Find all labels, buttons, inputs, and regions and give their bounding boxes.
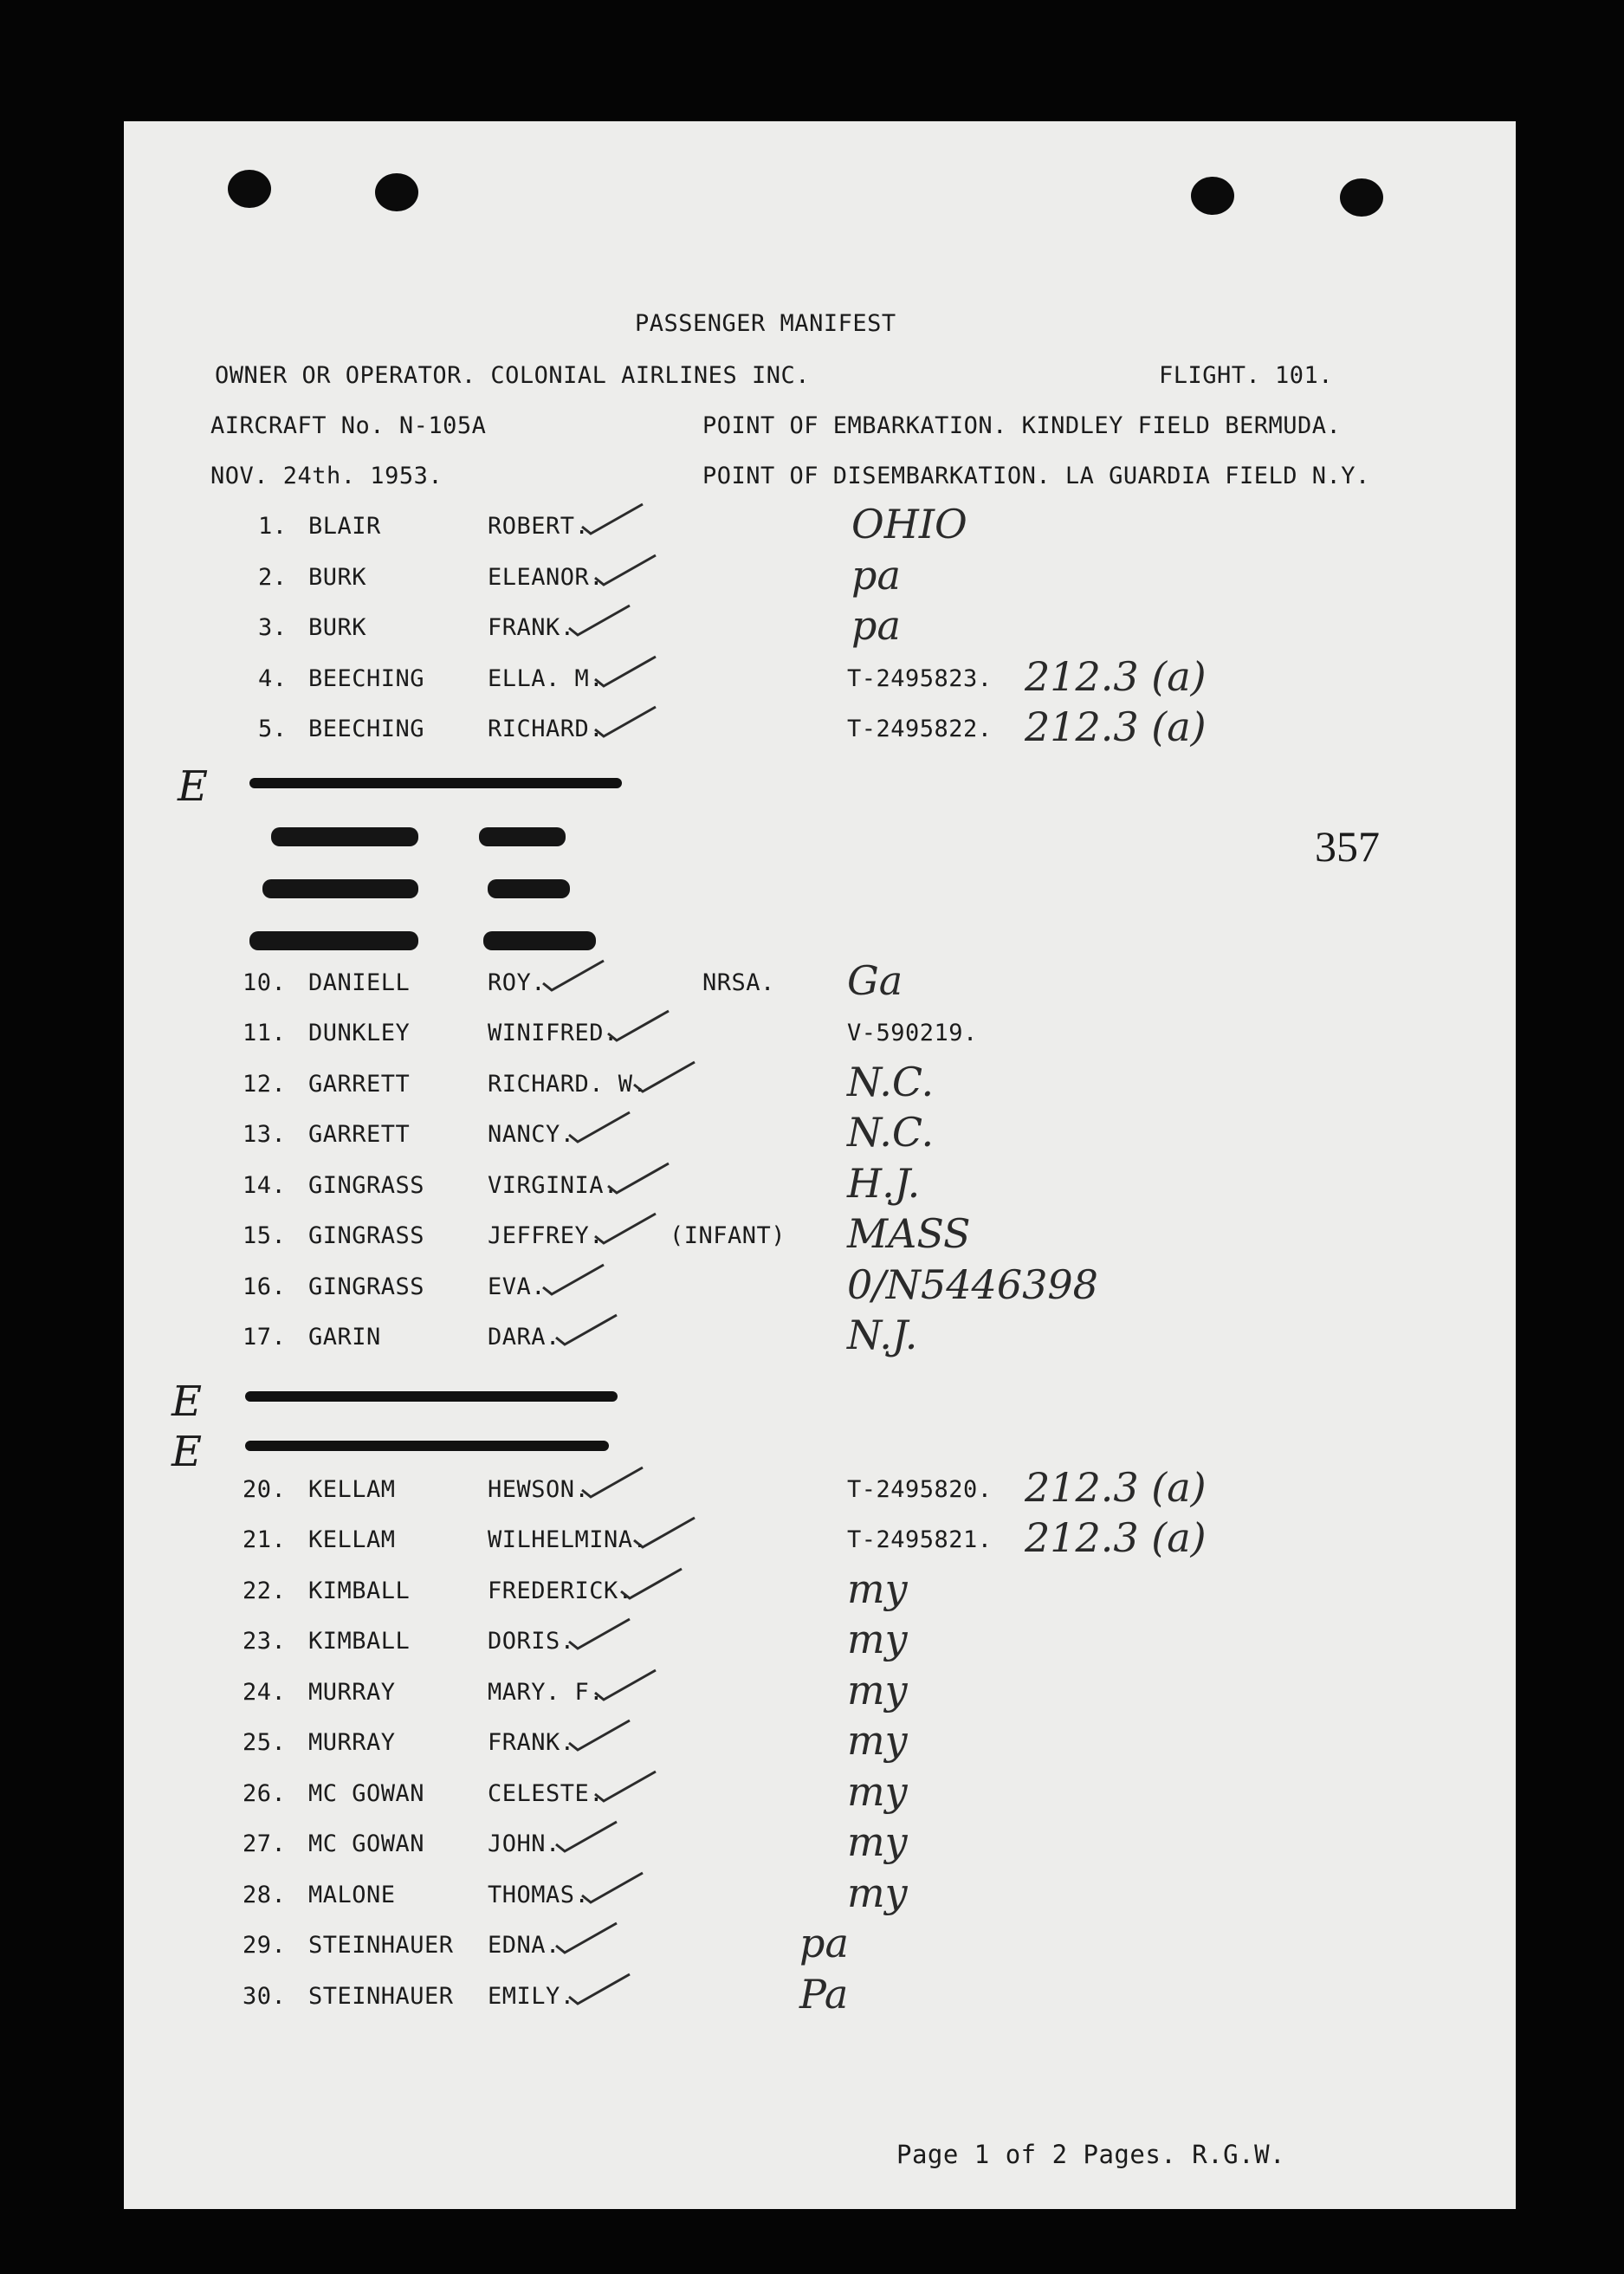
check-mark-icon (540, 957, 607, 994)
check-mark-icon (605, 1007, 672, 1044)
passenger-last-name: MALONE (308, 1881, 396, 1908)
check-mark-icon (592, 1667, 659, 1703)
passenger-first-name: ELLA. M. (488, 664, 605, 692)
passenger-first-name: RICHARD. (488, 716, 605, 742)
passenger-last-name: STEINHAUER (308, 1932, 454, 1959)
passenger-last-name: KELLAM (308, 1475, 396, 1503)
passenger-number: 29. (243, 1932, 287, 1959)
redaction-blot (483, 931, 596, 950)
punch-hole (1340, 178, 1383, 217)
handwritten-annotation: my (847, 1869, 908, 1916)
passenger-first-name: DORIS. (488, 1628, 575, 1655)
passenger-first-name: DARA. (488, 1324, 560, 1351)
passenger-last-name: GINGRASS (308, 1171, 425, 1199)
redaction-strike (245, 1441, 609, 1451)
owner-operator: OWNER OR OPERATOR. COLONIAL AIRLINES INC. (215, 362, 810, 389)
redaction-blot (271, 827, 418, 846)
passenger-number: 30. (243, 1982, 287, 2010)
check-mark-icon (553, 1312, 620, 1348)
passenger-number: 17. (243, 1324, 287, 1351)
check-mark-icon (592, 1210, 659, 1247)
passenger-last-name: BURK (308, 614, 367, 641)
handwritten-annotation: my (847, 1616, 908, 1662)
page-title: PASSENGER MANIFEST (635, 310, 896, 337)
passenger-last-name: STEINHAUER (308, 1982, 454, 2010)
handwritten-annotation: N.J. (847, 1312, 918, 1358)
passenger-number: 12. (243, 1070, 287, 1098)
handwritten-annotation: pa (851, 551, 901, 599)
passenger-last-name: BEECHING (308, 664, 425, 692)
passenger-first-name: CELESTE. (488, 1779, 605, 1807)
deletion-mark: E (171, 1428, 203, 1476)
handwritten-annotation: Ga (847, 956, 903, 1004)
passenger-number: 16. (243, 1273, 287, 1300)
passenger-first-name: THOMAS. (488, 1881, 590, 1908)
passenger-first-name: RICHARD. W. (488, 1070, 648, 1098)
handwritten-annotation: my (847, 1666, 908, 1714)
passenger-first-name: WINIFRED. (488, 1020, 618, 1046)
redaction-blot (479, 827, 566, 846)
check-mark-icon (566, 1109, 633, 1145)
passenger-note: T-2495822. (847, 716, 993, 742)
aircraft-number: AIRCRAFT No. N-105A (210, 412, 487, 439)
check-mark-icon (592, 653, 659, 690)
passenger-note: T-2495823. (847, 664, 993, 692)
punch-hole (375, 173, 418, 211)
handwritten-annotation: 212.3 (a) (1025, 1463, 1207, 1511)
check-mark-icon (566, 602, 633, 638)
handwritten-annotation: pa (851, 602, 901, 649)
point-of-embarkation: POINT OF EMBARKATION. KINDLEY FIELD BERMUDA. (702, 412, 1342, 439)
check-mark-icon (592, 552, 659, 588)
passenger-last-name: BURK (308, 563, 367, 591)
passenger-last-name: GARIN (308, 1324, 381, 1351)
passenger-number: 28. (243, 1881, 287, 1908)
passenger-last-name: KIMBALL (308, 1628, 411, 1655)
page-number: 357 (1315, 822, 1380, 871)
passenger-number: 5. (258, 716, 288, 742)
passenger-first-name: FRANK. (488, 614, 575, 641)
check-mark-icon (540, 1261, 607, 1298)
check-mark-icon (631, 1059, 698, 1095)
passenger-last-name: BLAIR (308, 513, 381, 540)
check-mark-icon (566, 1717, 633, 1753)
handwritten-annotation: my (847, 1767, 908, 1815)
passenger-first-name: EMILY. (488, 1982, 575, 2010)
passenger-number: 4. (258, 664, 288, 692)
passenger-first-name: HEWSON. (488, 1475, 590, 1503)
flight-number: FLIGHT. 101. (1159, 362, 1334, 389)
handwritten-annotation: pa (799, 1920, 849, 1966)
check-mark-icon (579, 1464, 646, 1500)
deletion-mark: E (171, 1377, 203, 1426)
passenger-first-name: JOHN. (488, 1830, 560, 1857)
passenger-last-name: MURRAY (308, 1729, 396, 1756)
passenger-note: V-590219. (847, 1020, 978, 1046)
passenger-last-name: GARRETT (308, 1070, 411, 1098)
check-mark-icon (631, 1514, 698, 1551)
handwritten-annotation: Pa (799, 1970, 849, 2018)
passenger-number: 10. (243, 969, 287, 996)
passenger-number: 27. (243, 1830, 287, 1857)
page-footer: Page 1 of 2 Pages. R.G.W. (896, 2140, 1285, 2169)
manifest-page (124, 121, 1516, 2209)
passenger-first-name: VIRGINIA. (488, 1171, 618, 1199)
passenger-number: 15. (243, 1222, 287, 1249)
passenger-number: 20. (243, 1475, 287, 1503)
passenger-number: 24. (243, 1678, 287, 1706)
handwritten-annotation: N.C. (847, 1109, 935, 1156)
check-mark-icon (579, 501, 646, 537)
handwritten-annotation: my (847, 1818, 908, 1865)
passenger-note: (INFANT) (670, 1222, 786, 1249)
passenger-last-name: GINGRASS (308, 1273, 425, 1300)
check-mark-icon (592, 703, 659, 740)
punch-hole (1191, 177, 1234, 215)
passenger-number: 11. (243, 1020, 287, 1046)
passenger-number: 22. (243, 1577, 287, 1604)
passenger-last-name: MC GOWAN (308, 1830, 425, 1857)
passenger-last-name: DANIELL (308, 969, 411, 996)
passenger-first-name: ROBERT. (488, 513, 590, 540)
check-mark-icon (605, 1160, 672, 1196)
passenger-note: T-2495821. (847, 1526, 993, 1553)
passenger-first-name: ELEANOR. (488, 563, 605, 591)
passenger-number: 3. (258, 614, 288, 641)
point-of-disembarkation: POINT OF DISEMBARKATION. LA GUARDIA FIELD N.Y. (702, 463, 1370, 489)
passenger-first-name: FREDERICK. (488, 1577, 633, 1604)
passenger-last-name: KELLAM (308, 1526, 396, 1553)
passenger-number: 25. (243, 1729, 287, 1756)
passenger-first-name: WILHELMINA. (488, 1526, 648, 1553)
handwritten-annotation: 212.3 (a) (1025, 703, 1207, 750)
passenger-first-name: EDNA. (488, 1932, 560, 1959)
passenger-last-name: KIMBALL (308, 1577, 411, 1604)
passenger-first-name: JEFFREY. (488, 1222, 605, 1249)
handwritten-annotation: H.J. (847, 1159, 921, 1207)
manifest-date: NOV. 24th. 1953. (210, 463, 443, 489)
handwritten-annotation: OHIO (851, 501, 967, 547)
handwritten-annotation: 212.3 (a) (1025, 1514, 1207, 1561)
handwritten-annotation: N.C. (847, 1058, 935, 1105)
passenger-first-name: NANCY. (488, 1121, 575, 1148)
passenger-note: T-2495820. (847, 1475, 993, 1503)
check-mark-icon (592, 1768, 659, 1804)
passenger-number: 26. (243, 1779, 287, 1807)
check-mark-icon (579, 1869, 646, 1906)
handwritten-annotation: MASS (847, 1210, 971, 1257)
passenger-last-name: DUNKLEY (308, 1020, 411, 1046)
passenger-number: 21. (243, 1526, 287, 1553)
passenger-first-name: EVA. (488, 1273, 547, 1300)
passenger-first-name: MARY. F. (488, 1678, 605, 1706)
passenger-number: 2. (258, 563, 288, 591)
redaction-blot (249, 931, 418, 950)
redaction-blot (488, 879, 570, 898)
deletion-mark: E (178, 762, 209, 811)
check-mark-icon (553, 1818, 620, 1855)
check-mark-icon (566, 1616, 633, 1652)
passenger-number: 23. (243, 1628, 287, 1655)
handwritten-annotation: my (847, 1565, 908, 1612)
passenger-last-name: GARRETT (308, 1121, 411, 1148)
redaction-blot (262, 879, 418, 898)
passenger-first-name: ROY. (488, 969, 547, 996)
passenger-number: 14. (243, 1171, 287, 1199)
redaction-strike (249, 778, 622, 788)
punch-hole (228, 170, 271, 208)
passenger-number: 1. (258, 513, 288, 540)
passenger-last-name: BEECHING (308, 716, 425, 742)
passenger-first-name: FRANK. (488, 1729, 575, 1756)
handwritten-annotation: 212.3 (a) (1025, 652, 1207, 700)
passenger-last-name: MC GOWAN (308, 1779, 425, 1807)
check-mark-icon (566, 1971, 633, 2007)
passenger-last-name: MURRAY (308, 1678, 396, 1706)
handwritten-annotation: my (847, 1717, 908, 1764)
passenger-number: 13. (243, 1121, 287, 1148)
check-mark-icon (618, 1565, 685, 1602)
passenger-last-name: GINGRASS (308, 1222, 425, 1249)
handwritten-annotation: 0/N5446398 (847, 1260, 1098, 1308)
redaction-strike (245, 1391, 618, 1402)
passenger-note: NRSA. (702, 969, 775, 996)
check-mark-icon (553, 1920, 620, 1956)
